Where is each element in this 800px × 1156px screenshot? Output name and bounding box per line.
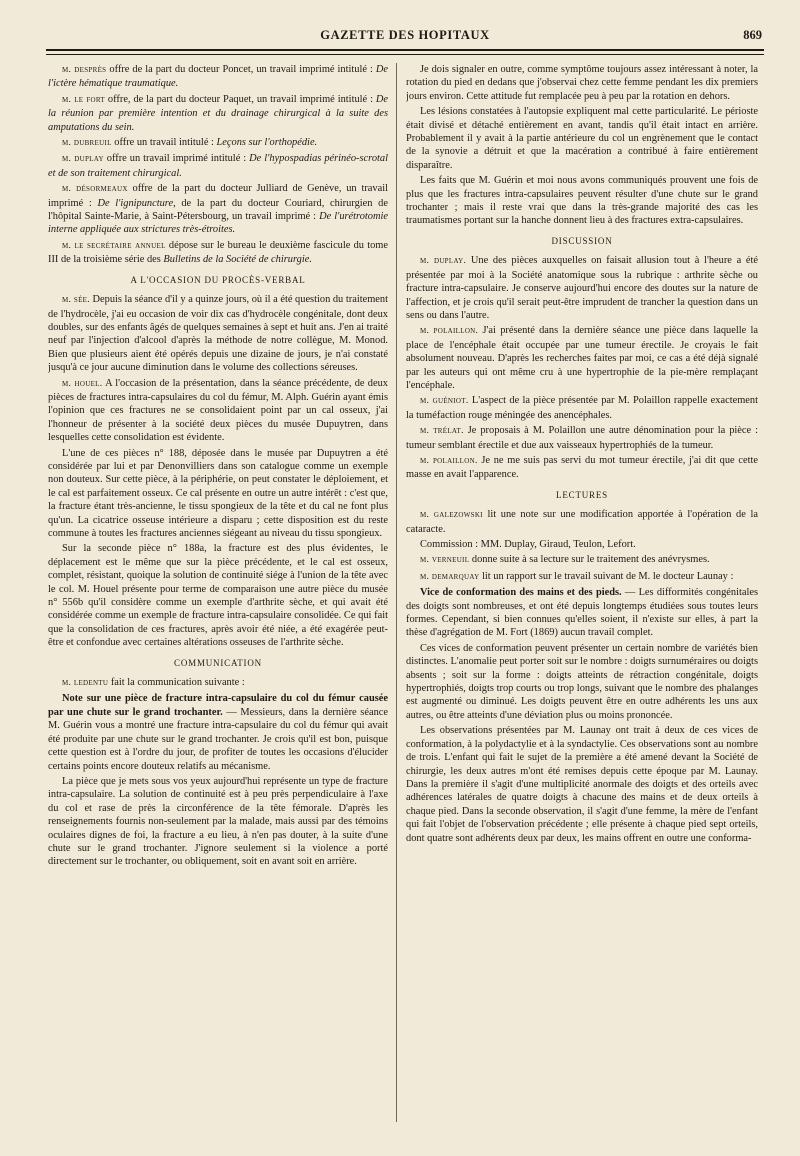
paragraph (406, 508, 758, 536)
paragraph-text: — Les difformités congénitales des doigts sont nombreuses, et ont été depuis longtemps étudiées sous toutes leurs formes. Cependant, si bien connues qu'elles soient, il n'existe sur elles, à part la thèse d'agrégation de M. Fort (1869) aucun travail complet. (406, 587, 758, 639)
speaker-name: m. trélat. (420, 426, 464, 437)
left-column (48, 63, 388, 1126)
section-heading: DISCUSSION (551, 235, 613, 246)
speaker-name: m. duplay (62, 154, 104, 165)
speaker-name: m. dubreuil (62, 138, 112, 149)
paragraph (406, 324, 758, 392)
column-divider (396, 63, 397, 1122)
paragraph: Commission : MM. Duplay, Giraud, Teulon, Lefort. (420, 539, 636, 550)
paragraph (406, 570, 758, 584)
paragraph (48, 63, 388, 91)
paragraph (48, 182, 388, 237)
work-title: De l'ictère hématique traumatique. (48, 64, 388, 90)
paragraph: Les lésions constatées à l'autopsie expliquent mal cette particularité. Le périoste était divisé et détaché entièrement en avant, tandis qu'il était intact en arrière. Probablement il y avait à la partie antérieure du col un engrènement que le contact de la synovie a détruit et que la macération a contribué à faire entièrement disparaître. (406, 106, 758, 171)
speaker-name: m. verneuil (420, 555, 470, 566)
paragraph-text: donne suite à sa lecture sur le traitement des anévrysmes. (469, 554, 710, 566)
work-title: De l'urétrotomie interne appliquée aux strictures très-étroites. (48, 211, 388, 236)
speaker-name: m. demarquay (420, 571, 480, 582)
article-title: Note sur une pièce de fracture intra-capsulaire du col du fémur causée par une chute sur le grand trochanter. (48, 693, 388, 718)
work-title: Bulletins de la Société de chirurgie. (163, 254, 312, 266)
paragraph-text: offre un travail intitulé : (111, 137, 217, 149)
header-rule-thick (46, 49, 764, 51)
paragraph-text: — Messieurs, dans la dernière séance M. Guérin vous a montré une fracture intra-capsulaire du col du fémur qui avait été produite par une chute sur le grand trochanter. Je crois qu'il est bon, puisque cette question est à l'ordre du jour, de profiter de toutes les occasions d'élucider certains points encore douteux relatifs au mécanisme. (48, 706, 388, 772)
paragraph: Les faits que M. Guérin et moi nous avons communiqués prouvent une fois de plus que les fractures intra-capsulaires peuvent résulter d'une chute sur le grand trochanter ; mais il reste vrai que dans la très-grande majorité des cas les traumatismes portant sur la hanche donnent lieu à des fractures extra-capsulaires. (406, 175, 758, 227)
speaker-name: m. polaillon. (420, 326, 479, 337)
speaker-name: m. le fort (62, 94, 106, 105)
paragraph (406, 586, 758, 640)
section-heading: LECTURES (556, 489, 608, 500)
section-heading: A L'OCCASION DU PROCÈS-VERBAL (130, 274, 306, 285)
speaker-name: m. galezowski (420, 510, 483, 521)
paragraph-text: offre un travail imprimé intitulé : (103, 153, 250, 165)
paragraph (48, 152, 388, 180)
work-title: De l'hypospadias périnéo-scrotal et de son traitement chirurgical. (48, 153, 388, 179)
work-title: Leçons sur l'orthopédie. (216, 137, 318, 149)
paragraph (48, 676, 388, 690)
paragraph (48, 93, 388, 134)
paragraph: Ces vices de conformation peuvent présenter un certain nombre de variétés bien distinctes. L'anomalie peut porter soit sur le nombre : doigts surnuméraires ou doigts absents ; soit sur la forme : doigts atteints de rétraction congénitale, doigts hypertrophiés, doigts trop courts ou trop longs, suivant que le nombre des phalanges est augmenté ou diminué. Les doigts peuvent être en outre adhérents les uns aux autres, ou être atteints d'une déviation plus ou moins prononcée. (406, 642, 758, 721)
paragraph-text: , de la part du docteur Couriard, chirurgien de l'hôpital Sainte-Marie, à Saint-Pétersbourg, un travail imprimé : (48, 197, 388, 223)
paragraph (48, 377, 388, 445)
paragraph (406, 454, 758, 482)
paragraph-text: Je proposais à M. Polaillon une autre dénomination pour la pièce : tumeur semblant érectile et due aux vaisseaux hypertrophiés de la tumeur. (406, 425, 758, 451)
paragraph (406, 254, 758, 322)
work-title: De l'ignipuncture (97, 197, 174, 209)
journal-title: GAZETTE DES HOPITAUX (320, 28, 490, 42)
paragraph (48, 136, 388, 150)
right-column (406, 63, 758, 1126)
paragraph (48, 293, 388, 374)
paragraph (406, 424, 758, 452)
header-rule-thin (46, 54, 764, 55)
paragraph-text: J'ai présenté dans la dernière séance une pièce dans laquelle la place de l'encéphale était occupée par une tumeur érectile. Je croyais le fait absolument nouveau. D'après les recherches faites par moi, ce cas a été déjà signalé par les auteurs qui ont même cru à une hypertrophie de la pie-mère remplaçant l'encéphale. (406, 325, 758, 391)
article-title: Vice de conformation des mains et des pieds. (420, 587, 622, 599)
speaker-name: m. désormeaux (62, 184, 128, 195)
paragraph-text: Une des pièces auxquelles on faisait allusion tout à l'heure a été présentée par moi à la Société anatomique sous la rubrique : arthrite sèche ou fracture intra-capsulaire. Je conserve aujourd'hui encore des doutes sur la nature de l'affection, et je crois qu'il serait peut-être imprudent de trancher la question dans un sens ou dans l'autre. (406, 255, 758, 321)
paragraph (406, 394, 758, 422)
paragraph-text: Je ne me suis pas servi du mot tumeur érectile, j'ai dit que cette masse en avait l'apparence. (406, 454, 758, 481)
paragraph (406, 553, 758, 567)
speaker-name: m. guéniot. (420, 396, 469, 407)
paragraph-text: offre de la part du docteur Poncet, un travail imprimé intitulé : (106, 64, 376, 75)
paragraph: Je dois signaler en outre, comme symptôme toujours assez intéressant à noter, la rotation du pied en dedans que j'observai chez cette femme pendant les dix premiers jours environ. Cette attitude fut remplacée peu à peu par la rotation en dehors. (406, 64, 758, 102)
paragraph (48, 239, 388, 267)
paragraph: Les observations présentées par M. Launay ont trait à deux de ces vices de conformation, à la polydactylie et à la syndactylie. Ces observations sont au nombre de trois. L'enfant qui fait le sujet de la première a été amené devant la Société de chirurgie, les deux autres m'ont été remises depuis cette époque par M. Launay. Dans la première il s'agit d'une multiplicité anormale des doigts et des orteils avec adhérences latérales de quatre doigts à chacune des mains et de deux orteils à chaque pied. Dans la seconde observation, il s'agit d'une femme, la mère de l'enfant qui fait l'objet de l'observation précédente ; elle présente à chaque pied sept orteils, dont quatre sont adhérents deux par deux, les mains offrent en outre une conforma- (406, 725, 758, 844)
paragraph-text: L'aspect de la pièce présentée par M. Polaillon rappelle exactement la tuméfaction rouge méningée des anencéphales. (406, 395, 758, 421)
speaker-name: m. ledentu (62, 678, 109, 689)
speaker-name: m. duplay. (420, 256, 467, 267)
paragraph: L'une de ces pièces n° 188, déposée dans le musée par Dupuytren a été considérée par lui et par Denonvilliers dans son catalogue comme un exemple non douteux. Sur cette pièce, à la périphérie, on peut constater le déploiement, et le cal est parfaitement osseux. Ce cal présente en outre un autre intérêt : c'est que, la fracture étant très-ancienne, le tissu spongieux de la tête et du cal ne font plus qu'un. La cicatrice osseuse intérieure a disparu ; cette disposition est du reste commune à toutes les fractures anciennes siégeant au niveau du tissu spongieux. (48, 447, 388, 539)
section-heading: COMMUNICATION (174, 657, 262, 668)
speaker-name: m. le secrétaire annuel (62, 240, 166, 251)
paragraph: Sur la seconde pièce n° 188a, la fracture est des plus évidentes, le déplacement est le même que sur la pièce précédente, et le cal est osseux, complet, résistant, quoique la solution de continuité siége à l'union de la tête avec le col. M. Houel présente pour terme de comparaison une autre pièce du musée n° 556b qu'il considère comme un exemple d'arthrite sèche, et qui avait été considérée comme un exemple de fracture intra-capsulaire consolidée. Ce qui fait que la consolidation de ces fractures, après avoir été niée, a été exagérée peut-être et confondue avec certaines altérations osseuses de l'arthrite sèche. (48, 543, 388, 649)
paragraph (48, 692, 388, 772)
paragraph-text: dépose sur le bureau le deuxième fascicule du tome III de la troisième série des (48, 239, 388, 266)
paragraph-text: fait la communication suivante : (108, 677, 245, 689)
paragraph-text: lit un rapport sur le travail suivant de M. le docteur Launay : (479, 570, 734, 582)
work-title: De la réunion par première intention et du drainage chirurgical à la suite des amputations du sein. (48, 93, 388, 133)
paragraph-text: offre, de la part du docteur Paquet, un travail imprimé intitulé : (105, 93, 376, 105)
paragraph-text: offre de la part du docteur Julliard de Genève, un travail imprimé : (48, 183, 388, 209)
speaker-name: m. houel. (62, 378, 103, 389)
paragraph-text: lit une note sur une modification apportée à l'opération de la cataracte. (406, 509, 758, 535)
paragraph: La pièce que je mets sous vos yeux aujourd'hui représente un type de fracture intra-capsulaire. La solution de continuité est à peu près perpendiculaire à l'axe du col et rase de près la circonférence de la tête fémorale. D'après les renseignements fournis non-seulement par la malade, mais aussi par des témoins oculaires dignes de foi, la fracture a eu lieu, à n'en pas douter, à la suite d'une chute sur le grand trochanter. J'ignore seulement si la violence a porté directement sur le trochanter, ou obliquement, soit en avant soit en arrière. (48, 775, 388, 868)
paragraph-text: Depuis la séance d'il y a quinze jours, où il a été question du traitement de l'hydrocèle, j'ai eu occasion de voir dix cas d'hydrocèle congénitale, dont deux doubles, sur des enfants âgés de quelques semaines à sept et huit ans. J'en ai traité neuf par l'injection d'alcool d'après la méthode de notre collègue, M. Monod. Bien que plusieurs aient été opérés depuis une dizaine de jours, je n'ai constaté jusqu'à ce jour aucune diminution dans le volume des collections séreuses. (48, 294, 388, 374)
paragraph-text: A l'occasion de la présentation, dans la séance précédente, de deux pièces de fractures intra-capsulaires du col du fémur, M. Alph. Guérin ayant émis l'opinion que ces fractures ne se consolidaient point par un cal osseux, j'ai l'honneur de présenter à la société deux pièces du musée Dupuytren, dans lesquelles cette consolidation est évidente. (48, 377, 388, 444)
page-header (46, 26, 764, 48)
speaker-name: m. polaillon. (420, 455, 478, 466)
page-number: 869 (743, 28, 762, 42)
speaker-name: m. desprès (62, 65, 107, 75)
speaker-name: m. sée. (62, 295, 90, 306)
